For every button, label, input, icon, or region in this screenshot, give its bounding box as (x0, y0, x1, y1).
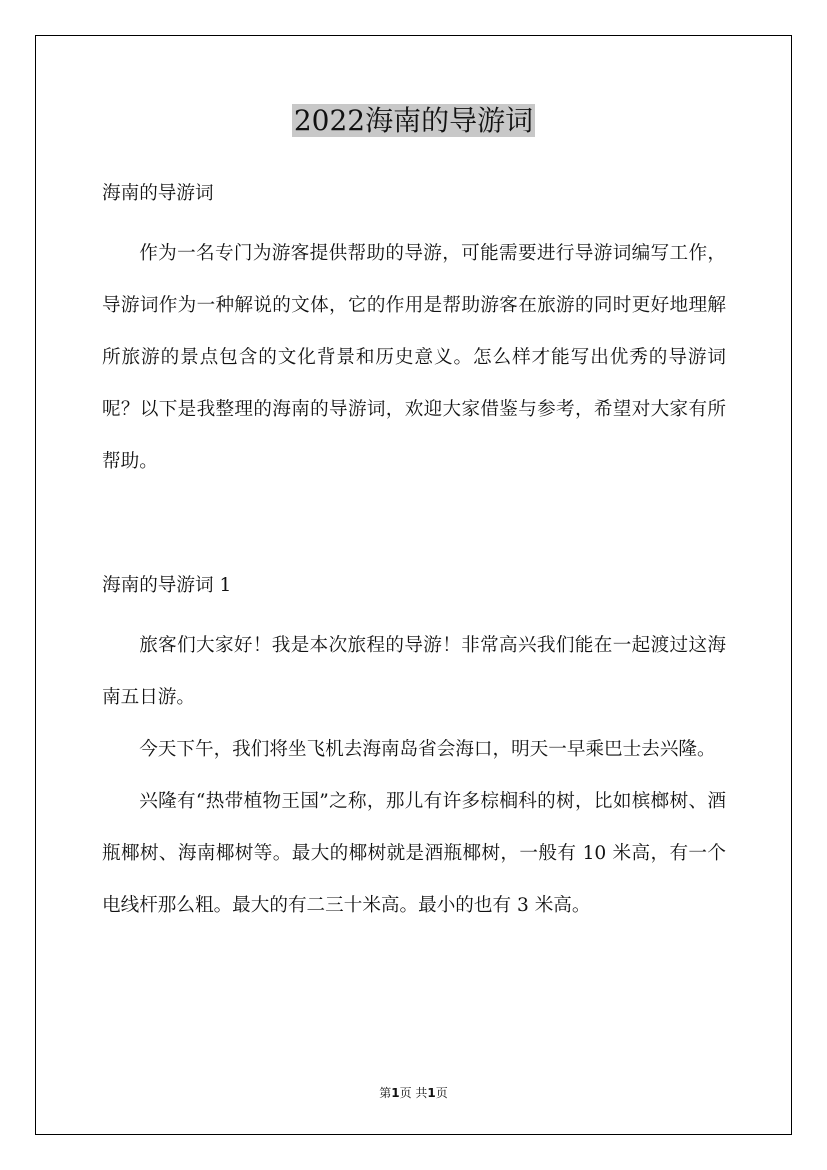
section1-paragraph-2: 今天下午，我们将坐飞机去海南岛省会海口，明天一早乘巴士去兴隆。 (139, 739, 716, 760)
footer-page-prefix: 第 (379, 1086, 392, 1100)
footer-page-suffix: 页 (435, 1086, 448, 1100)
footer-page-current: 1 (391, 1086, 400, 1100)
page-footer (0, 1084, 827, 1101)
document-title-text: 2022海南的导游词 (293, 104, 534, 137)
section1-paragraph-3: 兴隆有“热带植物王国”之称，那儿有许多棕榈科的树，比如槟榔树、酒瓶椰树、海南椰树等。最大的椰树就是酒瓶椰树，一般有 10 米高，有一个电线杆那么粗。最大的有二三十米高。最小的也有 3 米高。 (102, 791, 726, 916)
document-title (0, 101, 827, 141)
section-gap (102, 488, 726, 566)
intro-heading: 海南的导游词 (102, 183, 214, 204)
footer-page-mid: 页 共 (399, 1086, 428, 1100)
footer-page-total: 1 (427, 1086, 436, 1100)
intro-paragraph: 作为一名专门为游客提供帮助的导游，可能需要进行导游词编写工作，导游词作为一种解说的文体，它的作用是帮助游客在旅游的同时更好地理解所旅游的景点包含的文化背景和历史意义。怎么样才能写出优秀的导游词呢？以下是我整理的海南的导游词，欢迎大家借鉴与参考，希望对大家有所帮助。 (102, 243, 726, 472)
section1-heading: 海南的导游词 1 (102, 575, 232, 596)
document-body (102, 174, 726, 932)
section1-paragraph-1: 旅客们大家好！我是本次旅程的导游！非常高兴我们能在一起渡过这海南五日游。 (102, 635, 726, 708)
